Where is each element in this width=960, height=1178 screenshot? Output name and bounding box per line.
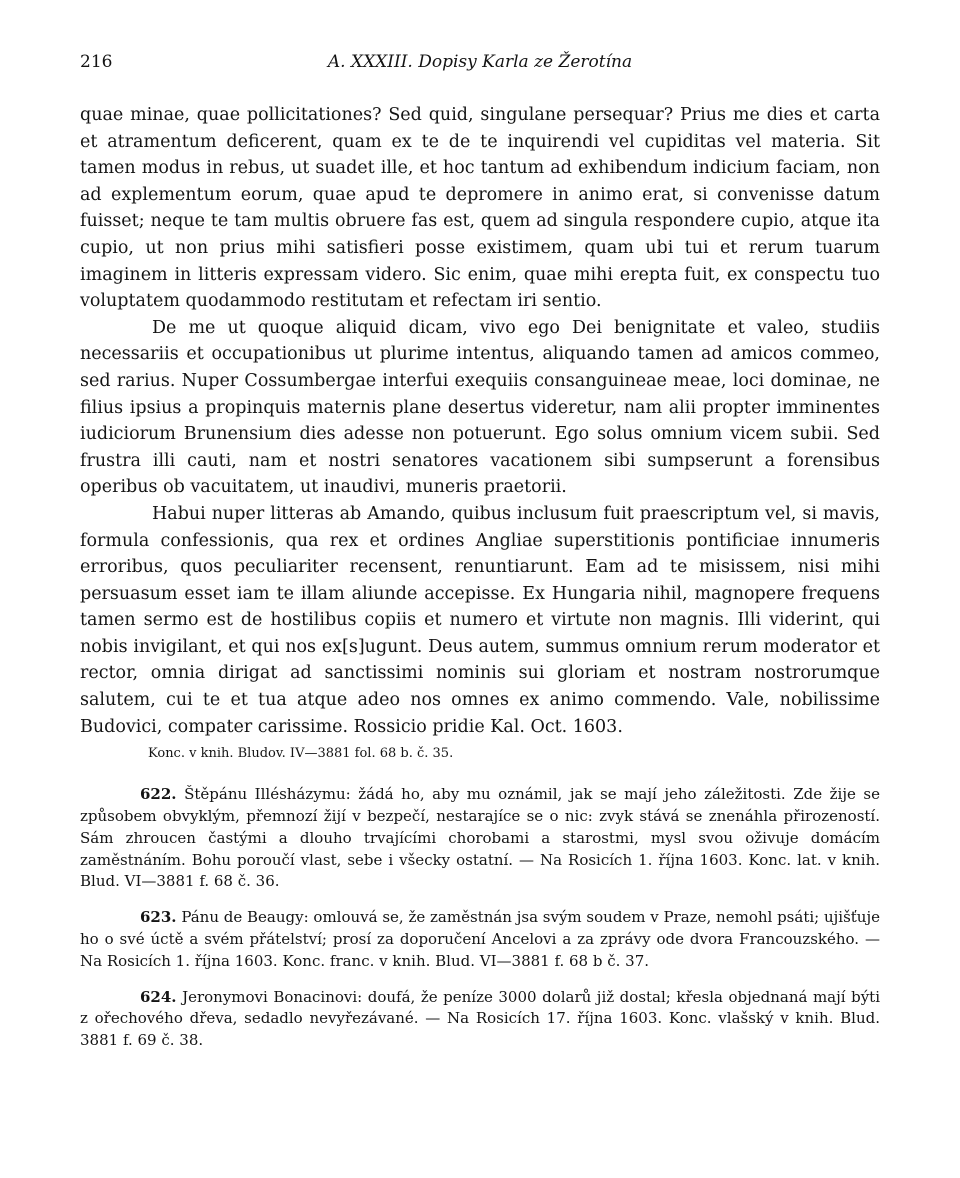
- regest-number: 624.: [140, 987, 177, 1006]
- regest-622: [80, 784, 880, 893]
- regest-number: 622.: [140, 785, 177, 804]
- letter-paragraph-2: De me ut quoque aliquid dicam, vivo ego Dei benignitate et valeo, studiis necessariis et occupationibus ut plurime intentus, aliquando tamen ad amicos commeo, sed rarius. Nuper Cossumbergae interfui exequiis consanguineae meae, loci dominae, ne filius ipsius a propinquis maternis plane desertus videretur, nam alii propter imminentes iudiciorum Brunensium dies adesse non potuerunt. Ego solus omnium vicem subii. Sed frustra illi cauti, nam et nostri senatores vacationem sibi sumpserunt a forensibus operibus ob vacuitatem, ut inaudivi, muneris praetorii.: [80, 317, 880, 498]
- regest-623: [80, 907, 880, 972]
- regest-text: Jeronymovi Bonacinovi: doufá, že peníze 3000 dolarů již dostal; křesla objednaná mají býti z ořechového dřeva, sedadlo nevyřezávané. — Na Rosicích 17. října 1603. Konc. vlašský v knih. Blud. 3881 f. 69 č. 38.: [80, 987, 880, 1050]
- page-number: 216: [80, 52, 113, 72]
- regest-text: Pánu de Beaugy: omlouvá se, že zaměstnán jsa svým soudem v Praze, nemohl psáti; ujišťuje ho o své úctě a svém přátelství; prosí za doporučení Ancelovi a za zprávy ode dvora Francouzského. — Na Rosicích 1. října 1603. Konc. franc. v knih. Blud. VI—3881 f. 68 b č. 37.: [80, 908, 880, 970]
- regest-number: 623.: [140, 908, 177, 927]
- book-page: [80, 52, 880, 1066]
- letter-paragraph-3: Habui nuper litteras ab Amando, quibus inclusum fuit praescriptum vel, si mavis, formula confessionis, qua rex et ordines Angliae superstitionis pontificiae innumeris erroribus, quos peculiariter recensent, renuntiarunt. Eam ad te misissem, nisi mihi persuasum esset iam te illam aliunde accepisse. Ex Hungaria nihil, magnopere frequens tamen sermo est de hostilibus copiis et numero et virtute non magnis. Illi viderint, qui nobis invigilant, et qui nos ex[s]ugunt. Deus autem, summus omnium rerum moderator et rector, omnia dirigat ad sanctissimi nominis sui gloriam et nostram nostrorumque salutem, cui te et tua atque adeo nos omnes ex animo commendo. Vale, nobilissime Budovici, compater carissime. Rossicio pridie Kal. Oct. 1603.: [80, 503, 880, 737]
- source-note: Konc. v knih. Bludov. IV—3881 fol. 68 b. č. 35.: [148, 746, 454, 762]
- running-head: [80, 52, 880, 80]
- regest-624: [80, 987, 880, 1052]
- running-title: A. XXXIII. Dopisy Karla ze Žerotína: [327, 52, 633, 72]
- regest-list: [80, 784, 880, 1052]
- regest-text: Štěpánu Illésházymu: žádá ho, aby mu oznámil, jak se mají jeho záležitosti. Zde žije se způsobem obvyklým, přemnozí žijí v bezpečí, nestarajíce se o nic: zvyk stává se znenáhla přirozeností. Sám zhroucen častými a dlouho trvajícími chorobami a starostmi, mysl svou oživuje domácím zaměstnáním. Bohu poroučí vlast, sebe i všecky ostatní. — Na Rosicích 1. října 1603. Konc. lat. v knih. Blud. VI—3881 f. 68 č. 36.: [80, 785, 880, 891]
- letter-body: [80, 102, 880, 764]
- letter-paragraph-1: quae minae, quae pollicitationes? Sed quid, singulane persequar? Prius me dies et carta et atramentum deficerent, quam ex te de te inquirendi vel cupiditas vel materia. Sit tamen modus in rebus, ut suadet ille, et hoc tantum ad exhibendum indicium faciam, non ad explementum eorum, quae apud te depromere in animo erat, si convenisse datum fuisset; neque te tam multis obruere fas est, quem ad singula respondere cupio, atque ita cupio, ut non prius mihi satisfieri posse existimem, quam ubi tui et rerum tuarum imaginem in litteris expressam videro. Sic enim, quae mihi erepta fuit, ex conspectu tuo voluptatem quodammodo restitutam et refectam iri sentio.: [80, 105, 880, 312]
